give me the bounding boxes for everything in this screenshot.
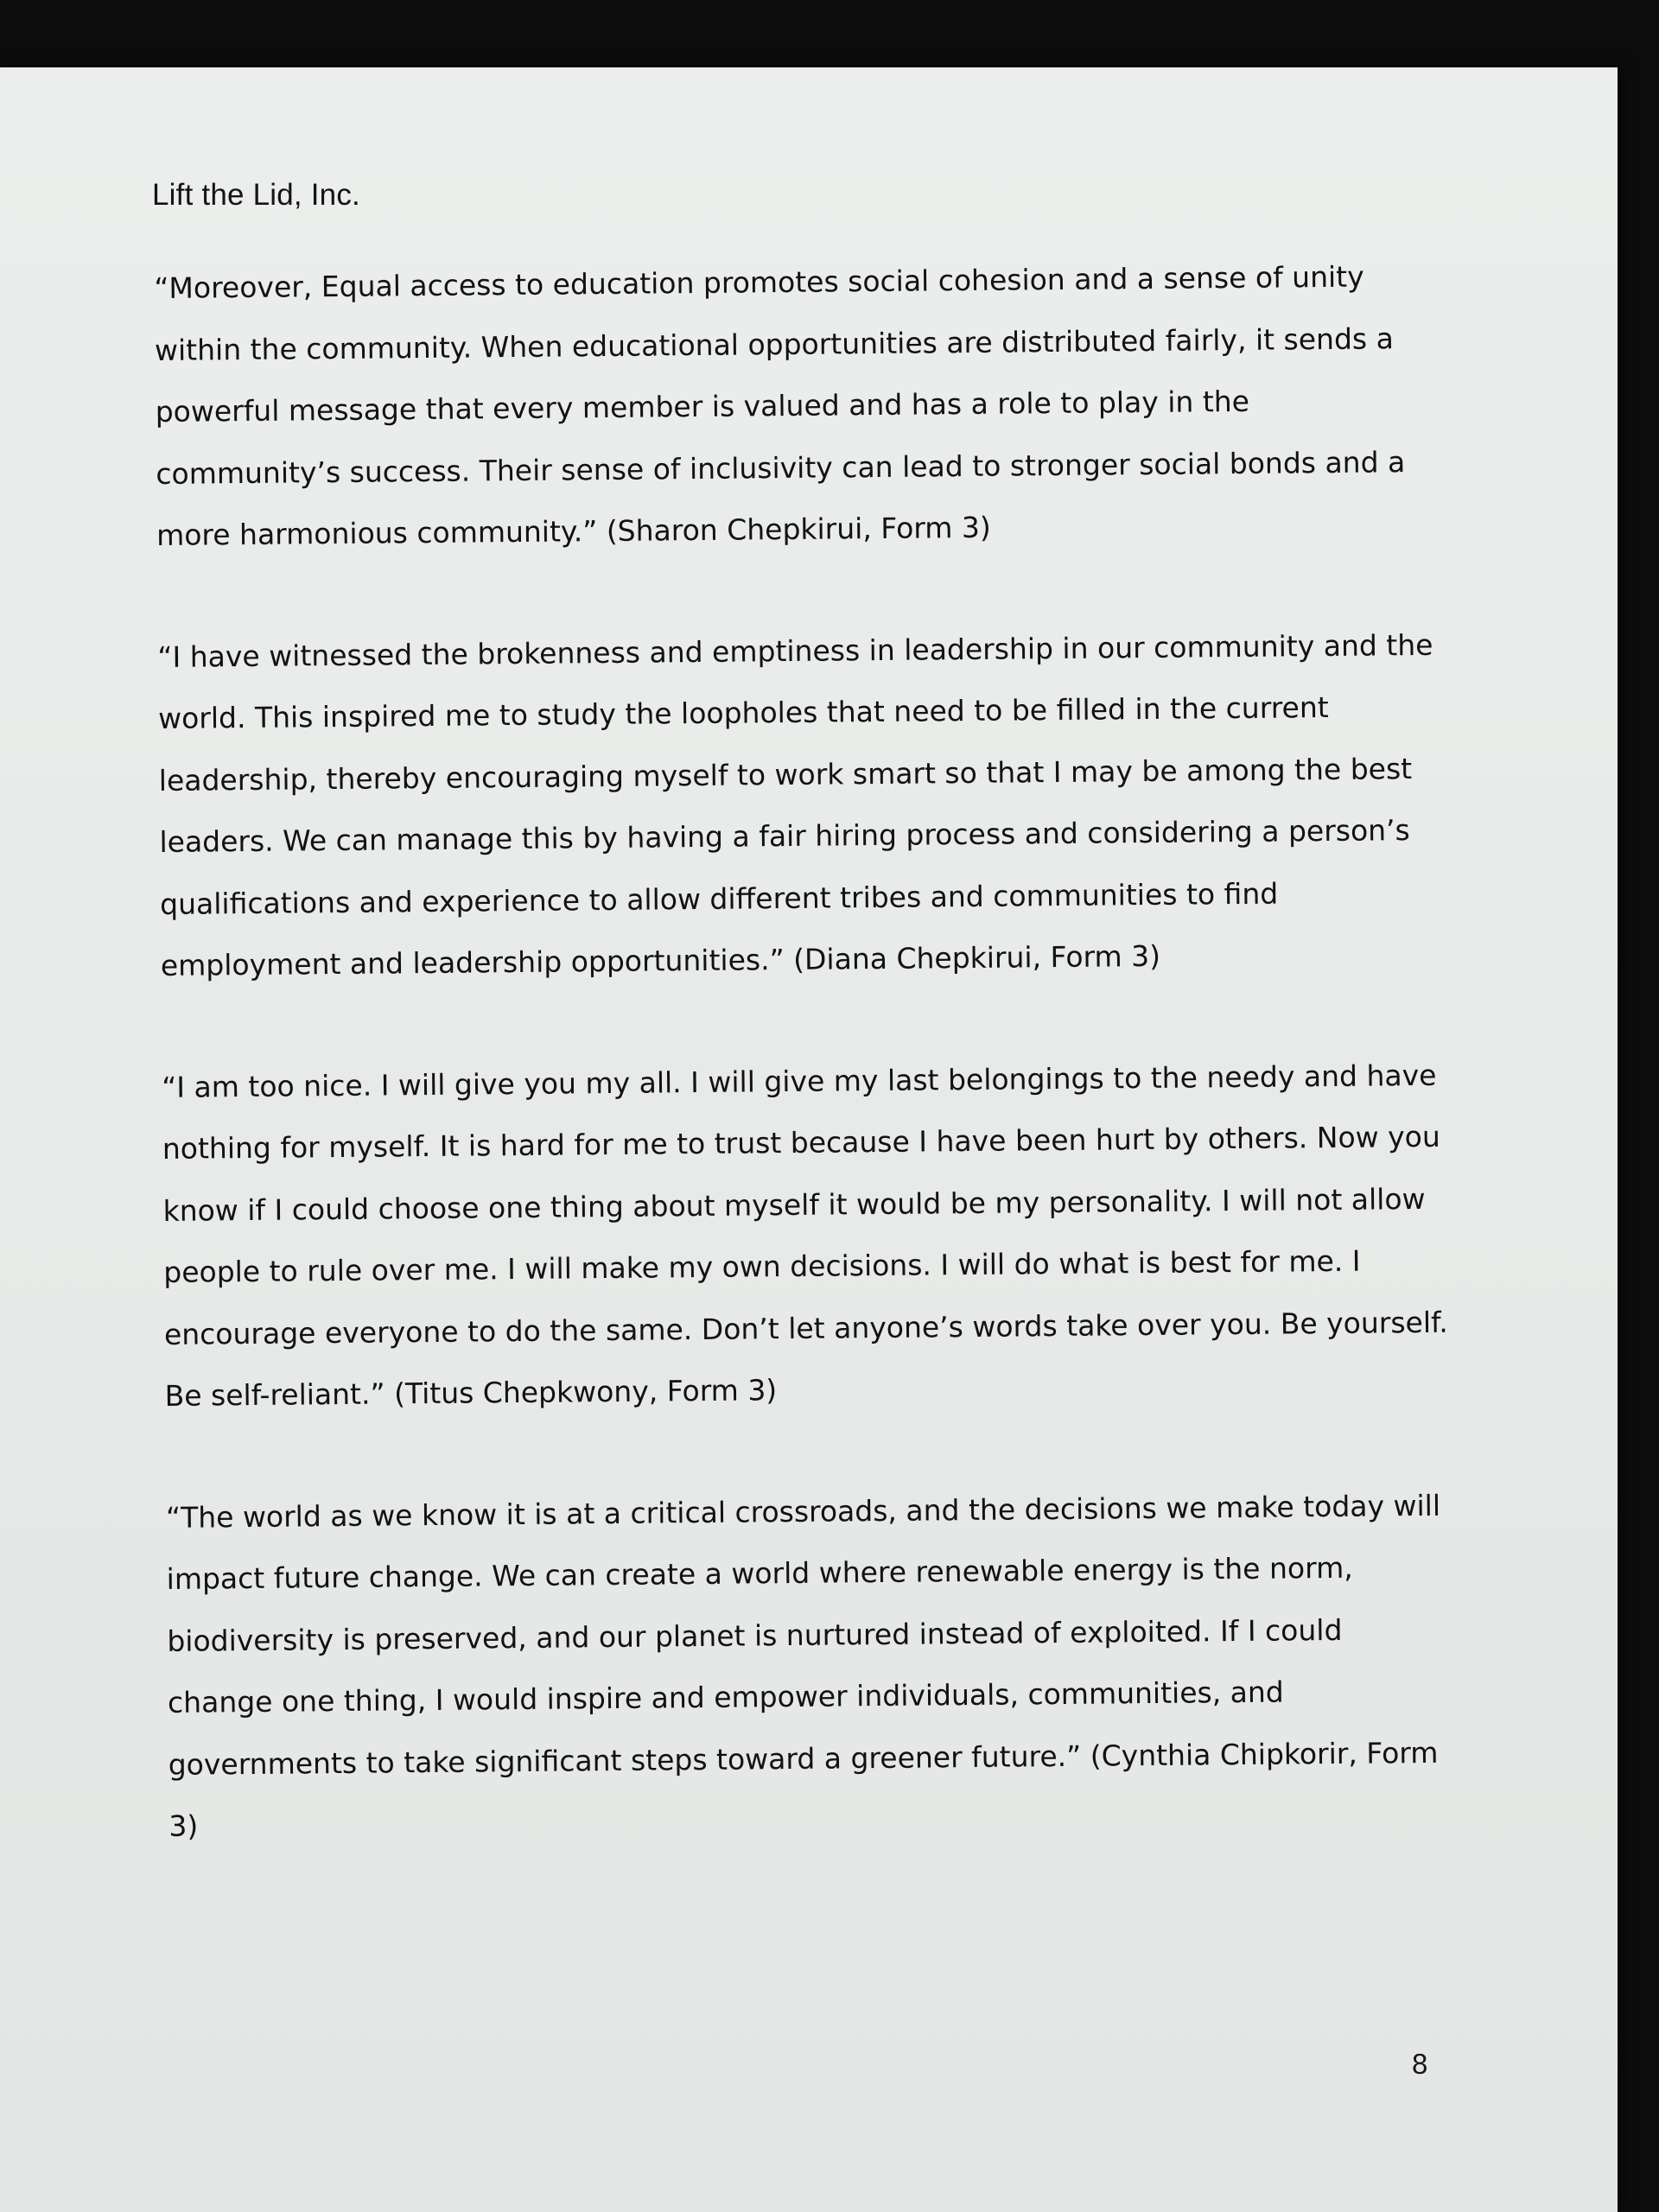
- page-number: 8: [1412, 2048, 1428, 2080]
- quote-sharon-chepkirui: “Moreover, Equal access to education promotes social cohesion and a sense of unity within the community. When educational opportunities are distributed fairly, it sends a powerful message that every member is valued and has a role to play in the community’s success. Their sense of inclusivity can lead to stronger social bonds and a more harmonious community.” (Sharon Chepkirui, Form 3): [154, 259, 1406, 552]
- quote-titus-chepkwony: “I am too nice. I will give you my all. I will give my last belongings to the needy and have nothing for myself. It is hard for me to trust because I have been hurt by others. Now you know if I could choose one thing about myself it would be my personality. I will not allow people to rule over me. I will make my own decisions. I will do what is best for me. I encourage everyone to do the same. Don’t let anyone’s words take over you. Be yourself. Be self-reliant.” (Titus Chepkwony, Form 3): [162, 1058, 1448, 1413]
- quote-cynthia-chipkorir: “The world as we know it is at a critical crossroads, and the decisions we make today will impact future change. We can create a world where renewable energy is the norm, biodiversity is preserved, and our planet is nurtured instead of exploited. If I could change one thing, I would inspire and empower individuals, communities, and governments to take significant steps toward a greener future.” (Cynthia Chipkorir, Form 3): [165, 1488, 1441, 1843]
- quotes-body: [154, 245, 1457, 1917]
- document-page: [0, 67, 1618, 2212]
- quote-diana-chepkirui: “I have witnessed the brokenness and emptiness in leadership in our community and the world. This inspired me to study the loopholes that need to be filled in the current leadership, thereby encouraging myself to work smart so that I may be among the best leaders. We can manage this by having a fair hiring process and considering a person’s qualifications and experience to allow different tribes and communities to find employment and leadership opportunities.” (Diana Chepkirui, Form 3): [157, 627, 1433, 982]
- page-header: Lift the Lid, Inc.: [152, 178, 360, 212]
